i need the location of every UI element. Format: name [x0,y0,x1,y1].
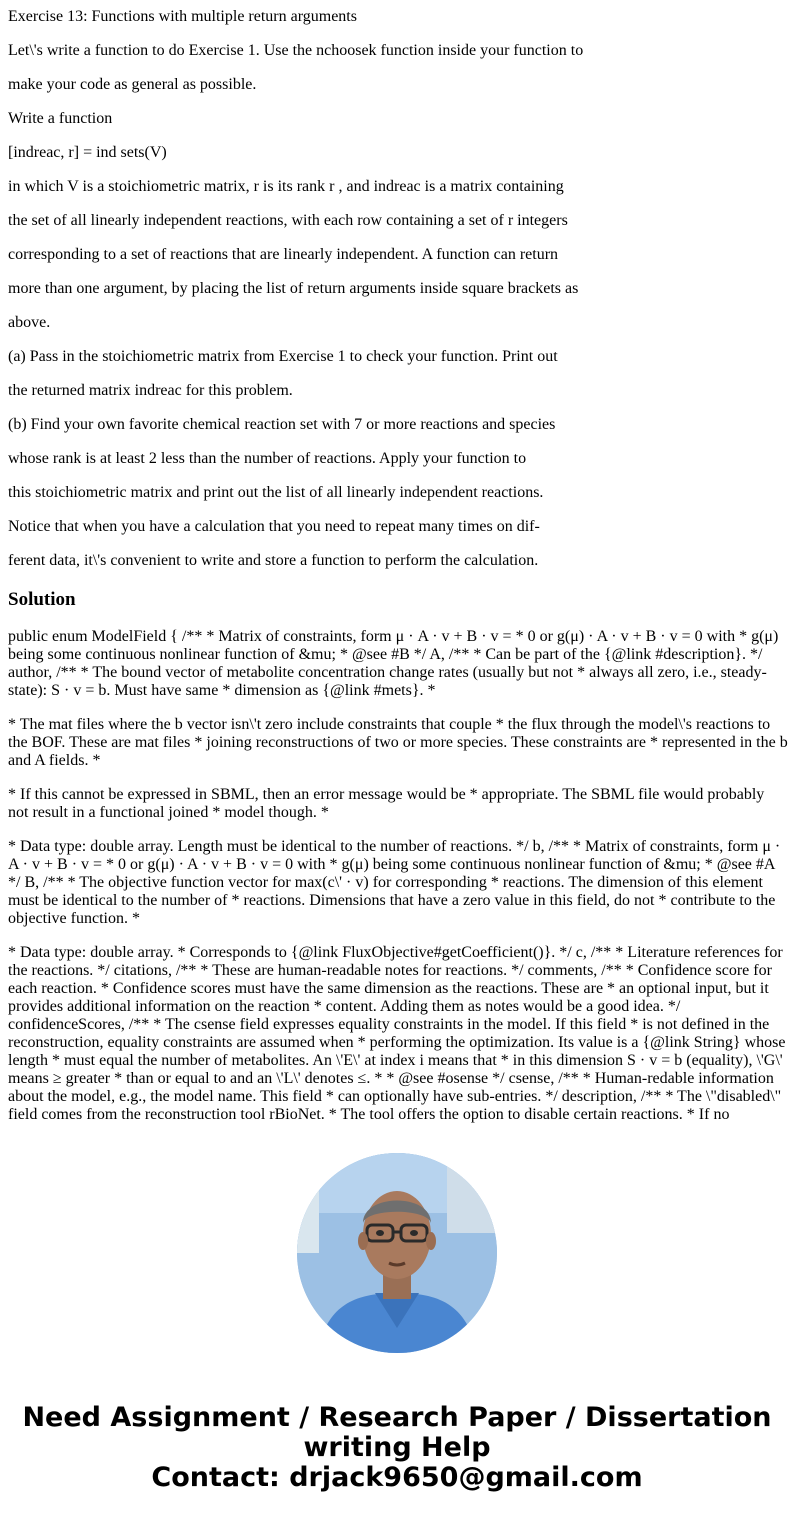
exercise-line: ferent data, it\'s convenient to write and store a function to perform the calculation. [8,552,539,569]
exercise-line: this stoichiometric matrix and print out the list of all linearly independent reactions. [8,484,544,501]
exercise-line: above. [8,314,51,331]
exercise-line: Let\'s write a function to do Exercise 1. Use the nchoosek function inside your function to [8,42,584,59]
exercise-line: Write a function [8,110,113,127]
banner-line: Need Assignment / Research Paper / Dissertation [22,1402,772,1433]
exercise-line: the returned matrix indreac for this problem. [8,382,293,399]
exercise-line: (a) Pass in the stoichiometric matrix from Exercise 1 to check your function. Print out [8,348,558,365]
solution-body [8,628,788,1125]
banner-contact: Contact: drjack9650@gmail.com [151,1462,643,1493]
solution-paragraph: * Data type: double array. Length must be identical to the number of reactions. */ b, /** * Matrix of constraints, form μ · A · v + B · v = * 0 or g(μ) · A · v + B · v = 0 with * g(μ) being some continuous nonlinear function of &mu; * @see #A */ B, /** * The objective function vector for max(c\' · v) for corresponding * reactions. The dimension of this element must be identical to the number of * reactions. Dimensions that have a zero value in this field, do not * contribute to the objective function. * [8,838,781,927]
exercise-line: the set of all linearly independent reactions, with each row containing a set of r integers [8,212,568,229]
solution-paragraph: * The mat files where the b vector isn\'t zero include constraints that couple * the flux through the model\'s reactions to the BOF. These are mat files * joining reconstructions of two or more species. These constraints are * represented in the b and A fields. * [8,716,788,769]
author-photo [297,1153,497,1353]
exercise-line: corresponding to a set of reactions that are linearly independent. A function can return [8,246,559,263]
exercise-line: whose rank is at least 2 less than the number of reactions. Apply your function to [8,450,527,467]
exercise-line: (b) Find your own favorite chemical reaction set with 7 or more reactions and species [8,416,556,433]
exercise-text [8,0,583,578]
exercise-line: in which V is a stoichiometric matrix, r is its rank r , and indreac is a matrix containing [8,178,564,195]
exercise-line: make your code as general as possible. [8,76,257,93]
exercise-line: [indreac, r] = ind sets(V) [8,144,167,161]
solution-heading: Solution [8,589,76,610]
exercise-line: more than one argument, by placing the list of return arguments inside square brackets as [8,280,579,297]
person-portrait-icon [297,1153,497,1353]
solution-paragraph: * Data type: double array. * Corresponds to {@link FluxObjective#getCoefficient()}. */ c, /** * Literature references for the reactions. */ citations, /** * These are human-readable notes for reactions. */ comments, /** * Confidence score for each reaction. * Confidence scores must have the same dimension as the reactions. These are * an optional input, but it provides additional information on the reaction * content. Adding them as notes would be a good idea. */ confidenceScores, /** * The csense field expresses equality constraints in the model. If this field * is not defined in the reconstruction, equality constraints are assumed when * performing the optimization. Its value is a {@link String} whose length * must equal the number of metabolites. An \'E\' at index i means that * in this dimension S · v = b (equality), \'G\' means ≥ greater * than or equal to and an \'L\' denotes ≤. * * @see #osense */ csense, /** * Human-redable information about the model, e.g., the model name. This field * can optionally have sub-entries. */ description, /** * The \"disabled\" field comes from the reconstruction tool rBioNet. * The tool offers the option to disable certain reactions. * If no [8,944,786,1123]
solution-paragraph: * If this cannot be expressed in SBML, then an error message would be * appropriate. The SBML file would probably not result in a functional joined * model though. * [8,786,765,821]
banner-line: writing Help [303,1432,491,1463]
solution-paragraph: public enum ModelField { /** * Matrix of constraints, form μ · A · v + B · v = * 0 or g(μ) · A · v + B · v = 0 with * g(μ) being some continuous nonlinear function of &mu; * @see #B */ A, /** * Can be part of the {@link #description}. */ author, /** * The bound vector of metabolite concentration change rates (usually but not * always all zero, i.e., steady-state): S · v = b. Must have same * dimension as {@link #mets}. * [8,628,779,699]
exercise-title: Exercise 13: Functions with multiple return arguments [8,8,357,25]
help-banner [0,1403,794,1493]
exercise-line: Notice that when you have a calculation that you need to repeat many times on dif- [8,518,540,535]
